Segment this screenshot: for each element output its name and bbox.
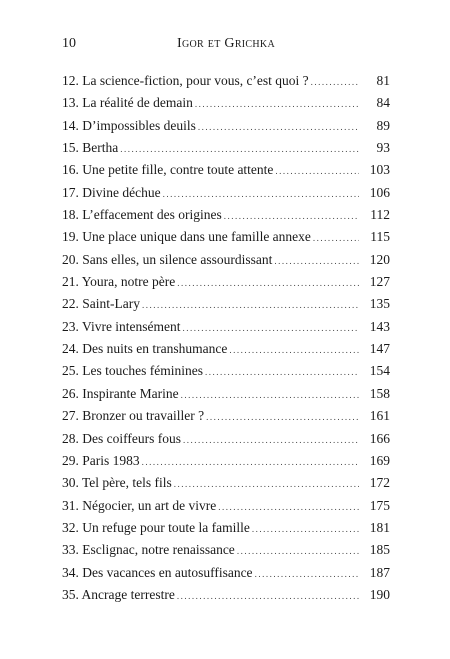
toc-entry-page: 154 [369, 363, 390, 379]
dot-leader [177, 591, 359, 601]
toc-entry [62, 341, 390, 363]
toc-entry-page: 93 [376, 140, 390, 156]
toc-entry-page: 175 [369, 497, 390, 513]
toc-entry-title: 18. L’effacement des origines [62, 207, 222, 223]
toc-entry-title: 30. Tel père, tels fils [62, 475, 172, 491]
toc-entry [62, 73, 390, 95]
toc-entry-page: 169 [369, 452, 390, 468]
toc-entry [62, 565, 390, 587]
table-of-contents [62, 73, 390, 609]
toc-entry-page: 135 [369, 296, 390, 312]
dot-leader [275, 166, 359, 176]
toc-entry-title: 34. Des vacances en autosuffisance [62, 564, 253, 580]
toc-entry [62, 475, 390, 497]
toc-entry-page: 112 [370, 207, 390, 223]
toc-entry-title: 12. La science-fiction, pour vous, c’est quoi ? [62, 73, 309, 88]
toc-entry-page: 181 [369, 519, 390, 535]
toc-entry [62, 162, 390, 184]
dot-leader [174, 479, 359, 489]
toc-entry [62, 453, 390, 475]
toc-entry-title: 35. Ancrage terrestre [62, 586, 175, 602]
toc-entry-title: 17. Divine déchue [62, 184, 161, 200]
toc-entry [62, 118, 390, 140]
toc-entry-page: 127 [369, 274, 390, 290]
toc-entry-page: 158 [369, 385, 390, 401]
toc-entry-page: 161 [369, 408, 390, 424]
toc-entry-title: 29. Paris 1983 [62, 452, 140, 468]
toc-entry [62, 498, 390, 520]
toc-entry [62, 386, 390, 408]
dot-leader [120, 144, 359, 154]
toc-entry-page: 185 [369, 542, 390, 558]
toc-entry [62, 408, 390, 430]
toc-entry-page: 190 [369, 586, 390, 602]
page-number: 10 [62, 36, 76, 51]
toc-entry-title: 20. Sans elles, un silence assourdissant [62, 251, 273, 267]
toc-entry-title: 24. Des nuits en transhumance [62, 341, 228, 357]
toc-entry-page: 187 [369, 564, 390, 580]
page-header [62, 36, 390, 56]
dot-leader [218, 502, 359, 512]
toc-entry-title: 31. Négocier, un art de vivre [62, 497, 217, 513]
dot-leader [274, 256, 359, 266]
dot-leader [205, 367, 359, 377]
toc-entry [62, 185, 390, 207]
toc-entry-title: 14. D’impossibles deuils [62, 117, 196, 133]
toc-entry [62, 252, 390, 274]
dot-leader [198, 122, 359, 132]
dot-leader [181, 390, 359, 400]
toc-entry-title: 15. Bertha [62, 140, 119, 156]
running-title: Igor et Grichka [177, 36, 275, 51]
toc-entry [62, 319, 390, 341]
toc-entry-page: 89 [376, 117, 390, 133]
toc-entry-title: 21. Youra, notre père [62, 274, 176, 290]
dot-leader [252, 524, 359, 534]
dot-leader [255, 569, 359, 579]
dot-leader [224, 211, 359, 221]
toc-entry-title: 32. Un refuge pour toute la famille [62, 519, 250, 535]
toc-entry-page: 106 [369, 184, 390, 200]
toc-entry-title: 16. Une petite fille, contre toute attente [62, 162, 274, 178]
toc-entry [62, 207, 390, 229]
toc-entry-title: 28. Des coiffeurs fous [62, 430, 181, 446]
dot-leader [163, 189, 359, 199]
toc-entry-page: 115 [370, 229, 390, 245]
dot-leader [229, 345, 359, 355]
toc-entry-page: 143 [369, 318, 390, 334]
toc-entry-page: 84 [376, 95, 390, 111]
dot-leader [206, 412, 359, 422]
dot-leader [142, 300, 359, 310]
toc-entry [62, 229, 390, 251]
toc-entry-page: 103 [369, 162, 390, 178]
toc-entry-page: 147 [369, 341, 390, 357]
toc-entry-title: 27. Bronzer ou travailler ? [62, 408, 205, 424]
toc-entry [62, 140, 390, 162]
toc-entry-page: 166 [369, 430, 390, 446]
toc-entry-page: 81 [376, 73, 390, 88]
toc-entry-title: 25. Les touches féminines [62, 363, 203, 379]
toc-entry [62, 587, 390, 609]
toc-entry [62, 274, 390, 296]
toc-entry-title: 26. Inspirante Marine [62, 385, 179, 401]
toc-entry-title: 19. Une place unique dans une famille annexe [62, 229, 311, 245]
toc-entry-title: 13. La réalité de demain [62, 95, 193, 111]
toc-entry [62, 296, 390, 318]
dot-leader [142, 457, 359, 467]
dot-leader [313, 233, 359, 243]
toc-entry-page: 120 [369, 251, 390, 267]
toc-entry-page: 172 [369, 475, 390, 491]
toc-entry-title: 22. Saint-Lary [62, 296, 140, 312]
dot-leader [183, 323, 359, 333]
toc-entry [62, 95, 390, 117]
toc-entry [62, 431, 390, 453]
toc-entry [62, 542, 390, 564]
dot-leader [195, 99, 359, 109]
dot-leader [311, 77, 359, 87]
toc-entry [62, 363, 390, 385]
dot-leader [237, 546, 359, 556]
toc-entry-title: 23. Vivre intensément [62, 318, 181, 334]
toc-entry-title: 33. Esclignac, notre renaissance [62, 542, 235, 558]
dot-leader [177, 278, 359, 288]
toc-entry [62, 520, 390, 542]
dot-leader [183, 435, 359, 445]
